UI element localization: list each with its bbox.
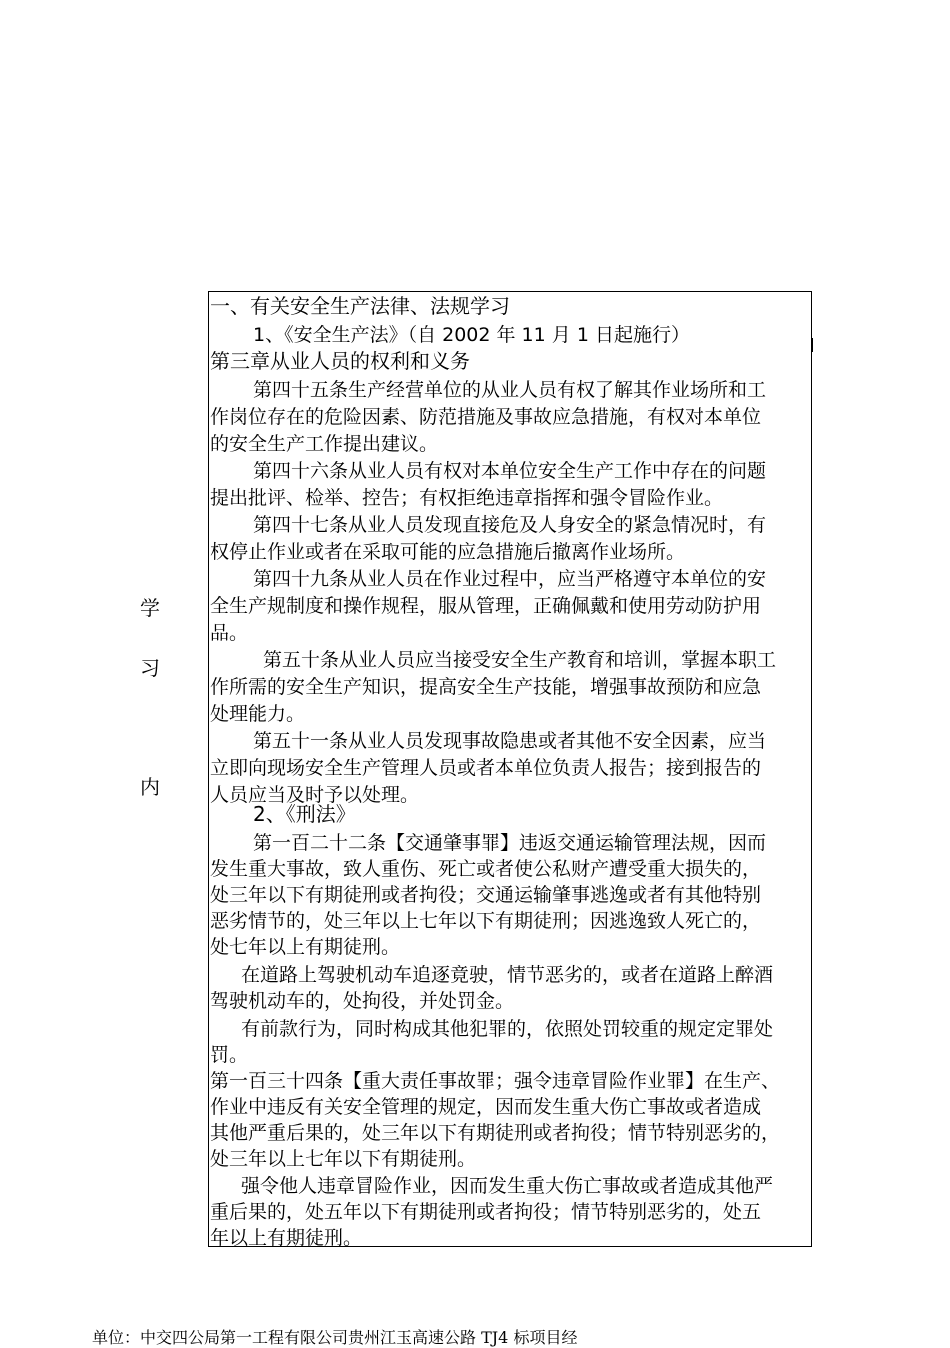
article-134-line-1: 第一百三十四条【重大责任事故罪；强令违章冒险作业罪】在生产、 [210,1070,781,1092]
article-122-line-3: 处三年以下有期徒刑或者拘役；交通运输肇事逃逸或者有其他特别 [210,884,762,906]
article-122-line-1: 第一百二十二条【交通肇事罪】违返交通运输管理法规，因而 [253,832,767,854]
article-51-line-3: 人员应当及时予以处理。 [210,784,420,806]
article-51-line-1: 第五十一条从业人员发现事故隐患或者其他不安全因素，应当 [253,730,767,752]
article-51-line-2: 立即向现场安全生产管理人员或者本单位负责人报告；接到报告的 [210,757,762,779]
article-134-line-4: 处三年以上七年以下有期徒刑。 [210,1148,477,1170]
article-122-line-4: 恶劣情节的，处三年以上七年以下有期徒刑；因逃逸致人死亡的， [210,910,762,932]
article-49-line-1: 第四十九条从业人员在作业过程中，应当严格遵守本单位的安 [253,568,767,590]
article-134-line-3: 其他严重后果的，处三年以下有期徒刑或者拘役；情节特别恶劣的， [210,1122,781,1144]
combined-crime-line-1: 有前款行为，同时构成其他犯罪的，依照处罚较重的规定定罪处 [241,1018,774,1040]
table-edge-mark [811,338,813,352]
article-45-line-2: 作岗位存在的危险因素、防范措施及事故应急措施，有权对本单位 [210,406,762,428]
drunk-driving-line-2: 驾驶机动车的，处拘役，并处罚金。 [210,990,515,1012]
article-47-line-2: 权停止作业或者在采取可能的应急措施后撤离作业场所。 [210,541,686,563]
forced-risk-line-2: 重后果的，处五年以下有期徒刑或者拘役；情节特别恶劣的，处五 [210,1201,762,1223]
section-heading: 一、有关安全生产法律、法规学习 [210,294,510,318]
forced-risk-line-3: 年以上有期徒刑。 [210,1227,363,1249]
article-122-line-2: 发生重大事故，致人重伤、死亡或者使公私财产遭受重大损失的， [210,858,762,880]
side-label-char-3: 内 [140,775,160,799]
combined-crime-line-2: 罚。 [210,1044,249,1066]
article-49-line-3: 品。 [210,622,249,644]
article-46-line-1: 第四十六条从业人员有权对本单位安全生产工作中存在的问题 [253,460,767,482]
drunk-driving-line-1: 在道路上驾驶机动车追逐竟驶，情节恶劣的，或者在道路上醉酒 [241,964,774,986]
side-label-char-2: 习 [140,656,160,680]
footer-unit: 单位：中交四公局第一工程有限公司贵州江玉高速公路 TJ4 标项目经 [92,1328,578,1347]
article-50-line-3: 处理能力。 [210,703,306,725]
law-title-1: 1、《安全生产法》（自 2002 年 11 月 1 日起施行） [253,324,690,346]
article-45-line-3: 的安全生产工作提出建议。 [210,433,439,455]
article-50-line-2: 作所需的安全生产知识，提高安全生产技能，增强事故预防和应急 [210,676,762,698]
side-label-char-1: 学 [140,596,160,620]
article-45-line-1: 第四十五条生产经营单位的从业人员有权了解其作业场所和工 [253,379,767,401]
article-46-line-2: 提出批评、检举、控告；有权拒绝违章指挥和强令冒险作业。 [210,487,724,509]
article-134-line-2: 作业中违反有关安全管理的规定，因而发生重大伤亡事故或者造成 [210,1096,762,1118]
chapter-heading: 第三章从业人员的权利和义务 [210,349,470,373]
article-122-line-5: 处七年以上有期徒刑。 [210,936,401,958]
article-49-line-2: 全生产规制度和操作规程，服从管理，正确佩戴和使用劳动防护用 [210,595,762,617]
forced-risk-line-1: 强令他人违章冒险作业，因而发生重大伤亡事故或者造成其他严 [241,1175,774,1197]
article-50-line-1: 第五十条从业人员应当接受安全生产教育和培训，掌握本职工 [263,649,777,671]
study-content-box [208,291,812,1247]
article-47-line-1: 第四十七条从业人员发现直接危及人身安全的紧急情况时，有 [253,514,767,536]
law-title-2: 2、《刑法》 [253,802,356,826]
